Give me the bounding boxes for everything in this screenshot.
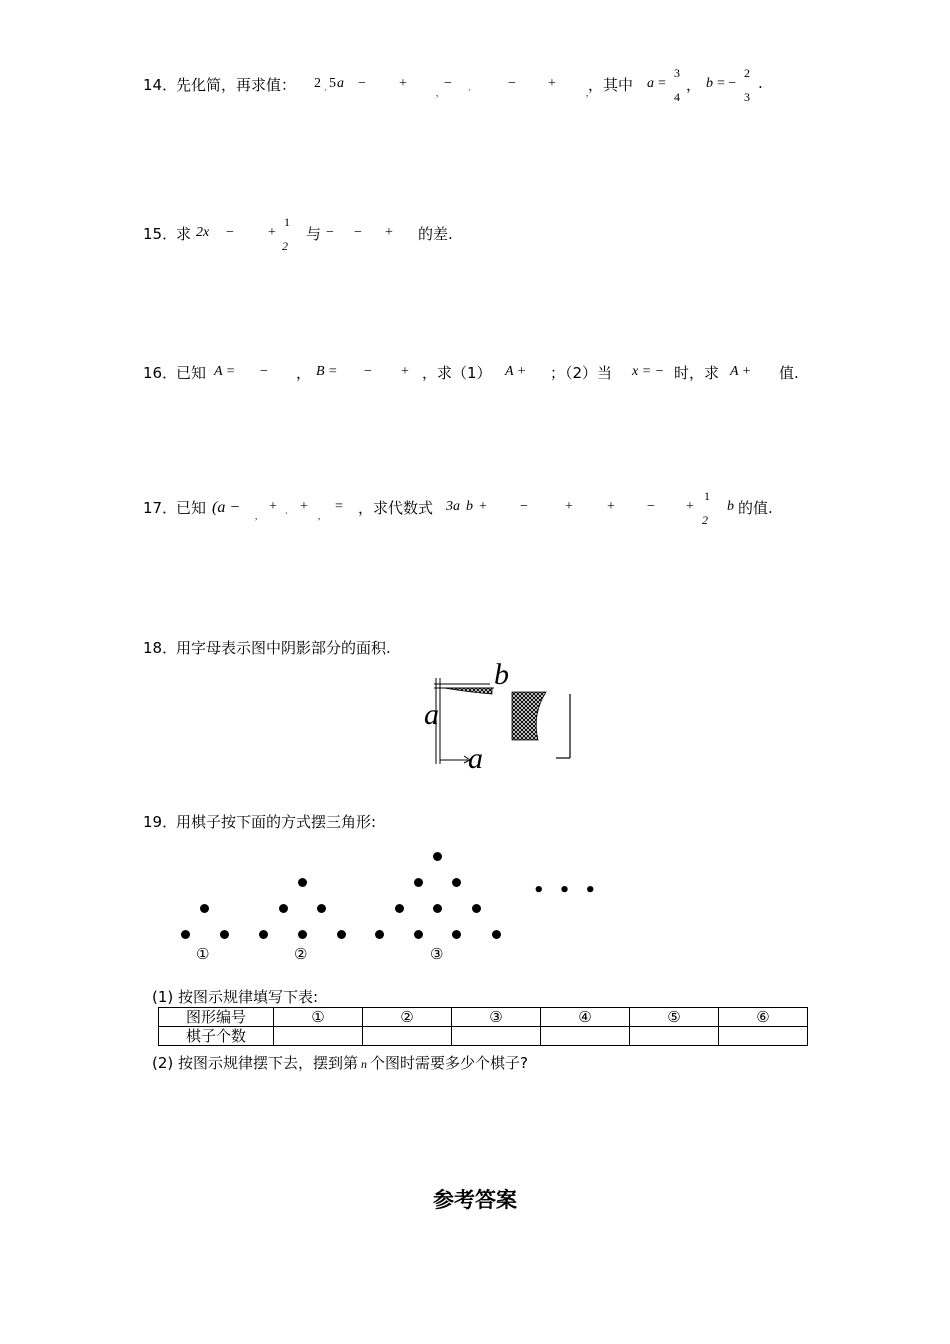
q14-comma: ， [686,76,702,94]
table-row-label: 棋子个数 [159,1027,274,1046]
q17-mid: ，求代数式 [358,499,434,517]
chess-piece [317,904,326,913]
q17-op: − [520,499,528,514]
q16-mid2: 时，求 [674,364,720,382]
question-16 [143,362,843,386]
q15-op: − [326,225,334,240]
table-col-header: ④ [541,1008,630,1027]
q17-bvar: b [466,499,473,514]
q16-xeq: x = − [632,364,665,379]
q15-end: 的差. [418,225,453,243]
table-cell-blank[interactable] [541,1027,630,1046]
q14-mid: ，其中 [588,76,634,94]
table-cell-blank[interactable] [363,1027,452,1046]
question-19 [143,811,843,835]
q17-paren: (a − [212,499,241,516]
question-17 [143,489,843,527]
fig-label-1: ① [196,945,210,963]
shaded-region-right [512,692,546,740]
table-cell-blank[interactable] [630,1027,719,1046]
chess-piece [414,930,423,939]
q17-tick: , [255,511,258,521]
table-col-header: ⑤ [630,1008,719,1027]
fig-label-3: ③ [430,945,444,963]
q14-tick: , [586,88,589,98]
chess-piece [279,904,288,913]
chess-piece [414,878,423,887]
q17-op: + [269,499,277,514]
q16-A: A = [214,364,236,379]
q16-mid: ，求（1） [422,364,492,382]
table-header-label: 图形编号 [159,1008,274,1027]
q14-eq: = [658,76,666,91]
q17-bvar2: b [727,499,734,514]
q17-pre: 已知 [176,499,207,517]
q14-tick: , [436,88,439,98]
chess-piece [433,852,442,861]
chess-piece [375,930,384,939]
q16-op: + [401,364,409,379]
q17-frac-num: 1 [704,489,710,503]
q16-op: − [260,364,268,379]
q15-pre: 求 [176,225,192,243]
q16-B: B = [316,364,338,379]
label-b: b [494,658,509,691]
q14-var-a: a [337,76,344,91]
q16-comma: ， [296,364,312,382]
q15-frac-num: 1 [284,215,290,229]
ellipsis: • • • [533,880,601,901]
q16-number: 16． [143,364,178,382]
q14-op: − [358,76,366,91]
q19-table [158,1007,808,1046]
q14-a-num: 3 [674,66,680,80]
q15-op: − [354,225,362,240]
question-18 [143,637,843,661]
chess-piece [298,878,307,887]
label-a-bottom: a [468,742,483,775]
q15-op: − [226,225,234,240]
q17-op: + [300,499,308,514]
q18-text: 用字母表示图中阴影部分的面积. [176,639,391,657]
q14-end: . [758,74,763,92]
q17-op: + [607,499,615,514]
q16-pre: 已知 [176,364,207,382]
q17-frac-den: 2 [702,513,708,527]
question-14 [143,66,843,104]
chess-piece [492,930,501,939]
table-cell-blank[interactable] [719,1027,808,1046]
q14-a-var: a [647,76,654,91]
table-row [159,1008,808,1027]
q17-op: + [565,499,573,514]
q14-b-eq: = − [717,76,737,91]
q19-part2-n: n [361,1057,368,1071]
q15-op: + [385,225,393,240]
q15-number: 15． [143,225,178,243]
shaded-region-top [444,688,492,694]
q14-op: + [548,76,556,91]
q14-b-var: b [706,76,713,91]
chess-piece [433,904,442,913]
table-col-header: ⑥ [719,1008,808,1027]
table-col-header: ① [274,1008,363,1027]
q14-b-den: 3 [744,90,750,104]
q14-op: + [399,76,407,91]
q17-op: − [647,499,655,514]
q19-number: 19． [143,813,178,831]
fig-label-2: ② [294,945,308,963]
q19-part1: (1) 按图示规律填写下表: [152,988,319,1006]
chess-piece [298,930,307,939]
q19-text: 用棋子按下面的方式摆三角形: [176,813,377,831]
q14-a-den: 4 [674,90,680,104]
table-col-header: ③ [452,1008,541,1027]
q14-tick: ` [468,88,471,98]
label-a-left: a [424,698,439,731]
q15-op: + [268,225,276,240]
table-row [159,1027,808,1046]
q14-number: 14． [143,76,178,94]
question-15 [143,215,843,253]
chess-piece [452,878,461,887]
q14-tick: ` [324,88,327,98]
q14-op: − [508,76,516,91]
q15-expr: 2x [196,225,210,240]
chess-piece [337,930,346,939]
chess-piece [395,904,404,913]
chess-piece [220,930,229,939]
q17-expr: 3a [446,499,460,514]
q19-part2-a: (2) 按图示规律摆下去，摆到第 [152,1054,359,1072]
q17-end: 的值. [738,499,773,517]
table-cell-blank[interactable] [274,1027,363,1046]
chess-piece [472,904,481,913]
table-col-header: ② [363,1008,452,1027]
q19-part2 [152,1052,528,1073]
q16-semi: ；（2）当 [550,364,613,382]
chess-piece [259,930,268,939]
q17-number: 17． [143,499,178,517]
q16-op: − [364,364,372,379]
chess-piece [181,930,190,939]
q14-coef: 2 [314,76,321,91]
q17-tick: , [318,511,321,521]
table-cell-blank[interactable] [452,1027,541,1046]
q16-ApB2: A + [730,364,752,379]
q14-b-num: 2 [744,66,750,80]
q14-text: 先化简，再求值： [176,76,297,94]
q18-figure [420,658,580,776]
q15-mid: 与 [306,225,322,243]
q19-part2-b: 个图时需要多少个棋子? [370,1054,528,1072]
q16-ApB: A + [505,364,527,379]
q17-op: + [686,499,694,514]
q18-number: 18． [143,639,178,657]
q16-end: 值. [779,364,799,382]
chess-piece [452,930,461,939]
q15-frac-den: 2 [282,239,288,253]
q17-eq: = [335,499,343,514]
chess-piece [200,904,209,913]
answer-title: 参考答案 [433,1188,517,1212]
q17-op: + [479,499,487,514]
q14-coef2: 5 [329,76,336,91]
q14-op: − [444,76,452,91]
q17-tick: ` [285,511,288,521]
